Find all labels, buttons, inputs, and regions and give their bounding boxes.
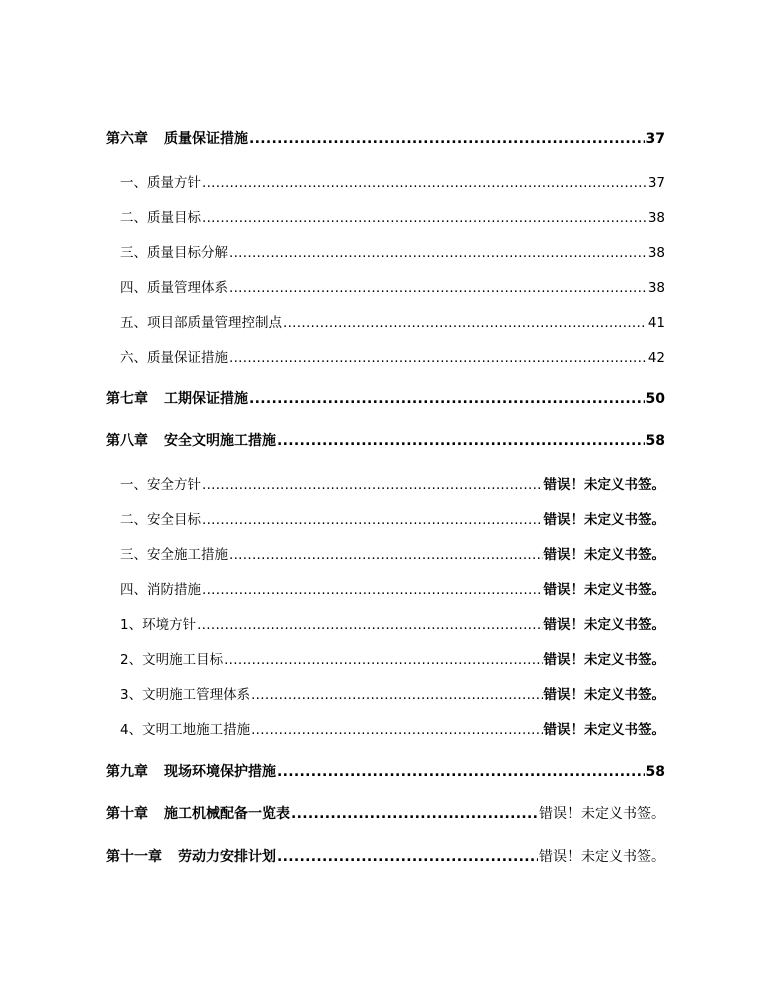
toc-page-error: 错误！未定义书签。 [543,722,665,738]
toc-entry-chapter[interactable] [106,388,665,408]
toc-entry-chapter[interactable] [106,430,665,450]
toc-entry-chapter[interactable] [106,803,665,823]
toc-page-error: 错误！未定义书签。 [543,652,665,668]
toc-leader [229,245,647,261]
toc-leader [291,806,538,822]
toc-entry-section[interactable] [120,206,665,226]
toc-leader [249,391,645,407]
toc-entry-chapter[interactable] [106,128,665,148]
toc-page-error: 错误！未定义书签。 [543,477,665,493]
toc-page-error: 错误！未定义书签。 [539,806,665,822]
toc-leader [229,350,647,366]
toc-entry-section[interactable] [120,683,665,703]
toc-leader [202,512,543,528]
toc-page-error: 错误！未定义书签。 [543,547,665,563]
toc-leader [202,175,647,191]
toc-entry-title: 三、质量目标分解 [120,245,228,261]
toc-entry-section[interactable] [120,241,665,261]
toc-entry-chapter[interactable] [106,761,665,781]
toc-leader [229,280,647,296]
toc-entry-title: 二、安全目标 [120,512,201,528]
toc-entry-title: 二、质量目标 [120,210,201,226]
toc-entry-title: 四、消防措施 [120,582,201,598]
toc-entry-title: 三、安全施工措施 [120,547,228,563]
toc-entry-title: 2、文明施工目标 [120,652,224,668]
toc-entry-title: 六、质量保证措施 [120,350,228,366]
toc-entry-title: 四、质量管理体系 [120,280,228,296]
toc-entry-section[interactable] [120,718,665,738]
toc-leader [202,582,543,598]
toc-entry-title: 第十一章 劳动力安排计划 [106,849,276,865]
toc-leader [277,849,538,865]
toc-leader [277,764,645,780]
toc-entry-title: 五、项目部质量管理控制点 [120,315,282,331]
toc-entry-section[interactable] [120,311,665,331]
toc-leader [277,433,645,449]
toc-entry-section[interactable] [120,473,665,493]
toc-leader [197,617,542,633]
toc-entry-section[interactable] [120,276,665,296]
toc-entry-section[interactable] [120,613,665,633]
toc-page-number: 58 [645,764,665,780]
toc-leader [229,547,543,563]
toc-entry-title: 1、环境方针 [120,617,197,633]
toc-entry-section[interactable] [120,508,665,528]
toc-entry-title: 第九章 现场环境保护措施 [106,764,276,780]
toc-page-number: 37 [647,175,665,191]
toc-page-number: 58 [645,433,665,449]
toc-entry-title: 一、安全方针 [120,477,201,493]
toc-entry-title: 3、文明施工管理体系 [120,687,251,703]
toc-entry-title: 第八章 安全文明施工措施 [106,433,276,449]
toc-entry-section[interactable] [120,648,665,668]
toc-entry-section[interactable] [120,578,665,598]
toc-entry-title: 第十章 施工机械配备一览表 [106,806,290,822]
toc-page-error: 错误！未定义书签。 [543,582,665,598]
toc-page-error: 错误！未定义书签。 [543,512,665,528]
toc-entry-title: 第七章 工期保证措施 [106,391,248,407]
toc-entry-title: 4、文明工地施工措施 [120,722,251,738]
toc-entry-title: 一、质量方针 [120,175,201,191]
toc-entry-section[interactable] [120,171,665,191]
toc-leader [224,652,542,668]
toc-entry-section[interactable] [120,543,665,563]
toc-leader [251,722,542,738]
toc-page-error: 错误！未定义书签。 [539,849,665,865]
toc-entry-chapter[interactable] [106,846,665,866]
toc-page-number: 38 [647,245,665,261]
toc-entry-section[interactable] [120,346,665,366]
toc-leader [283,315,647,331]
toc-page-number: 37 [645,131,665,147]
toc-page-error: 错误！未定义书签。 [543,687,665,703]
toc-leader [202,210,647,226]
toc-leader [202,477,543,493]
toc-page-number: 41 [647,315,665,331]
toc-page-number: 38 [647,210,665,226]
toc-leader [249,131,645,147]
toc-leader [251,687,542,703]
toc-page-number: 38 [647,280,665,296]
toc-page-error: 错误！未定义书签。 [543,617,665,633]
toc-entry-title: 第六章 质量保证措施 [106,131,248,147]
toc-page-number: 50 [645,391,665,407]
toc-page-number: 42 [647,350,665,366]
